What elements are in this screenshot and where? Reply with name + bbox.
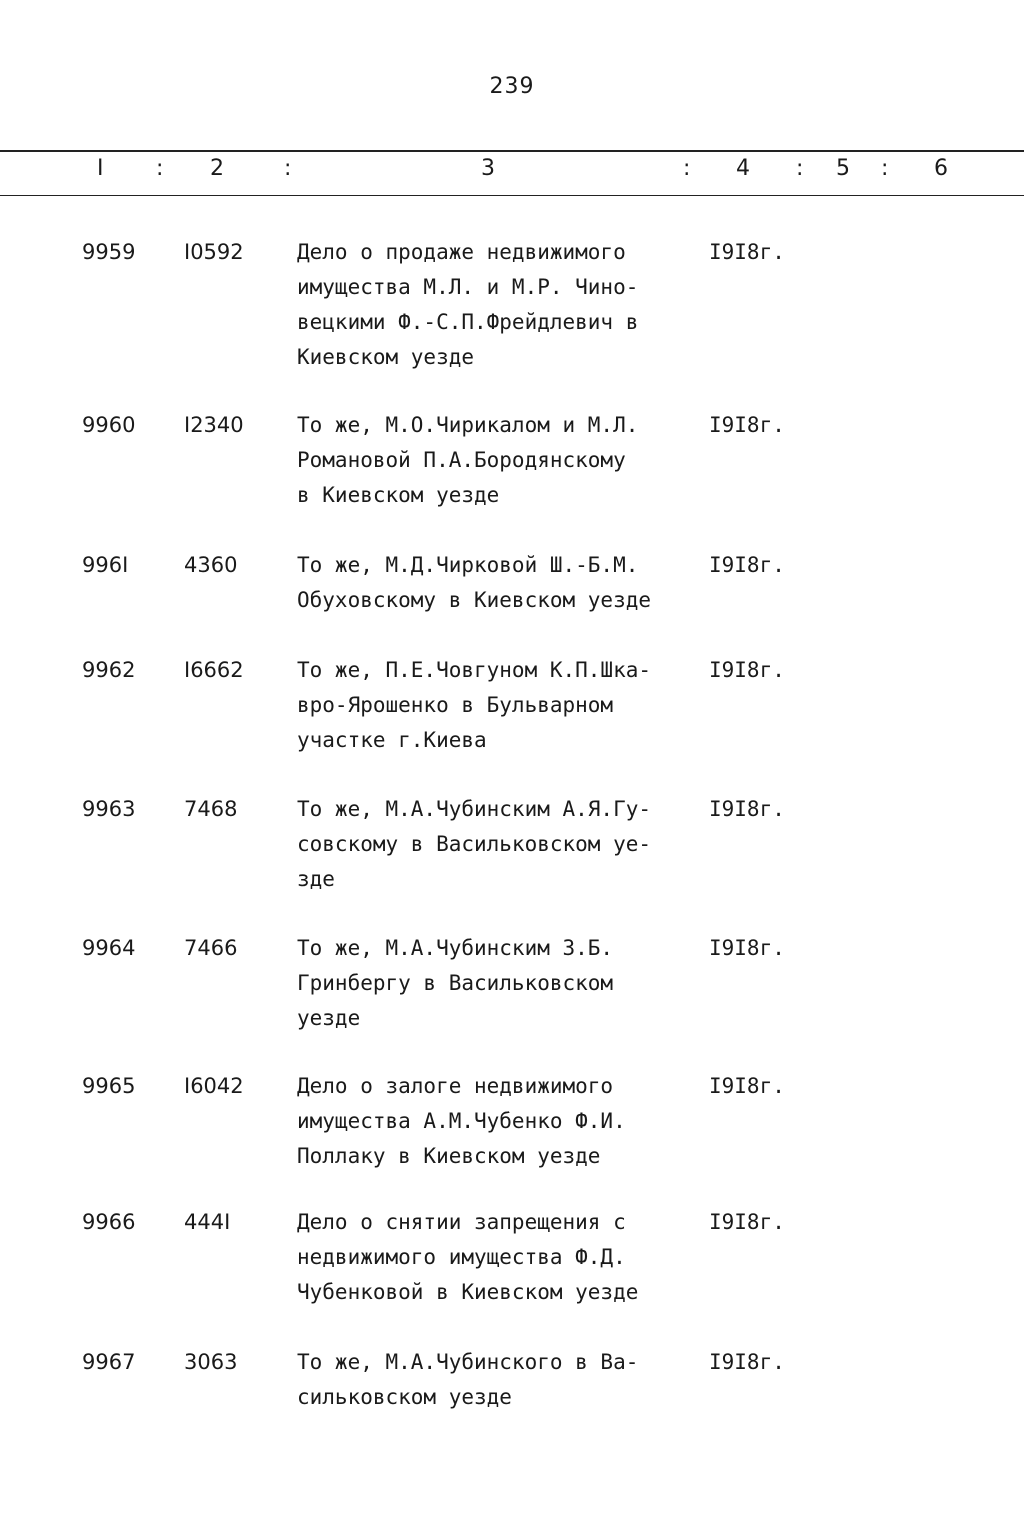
description-line: Поллаку в Киевском уезде [297,1144,601,1168]
entry-year: I9I8г. [709,658,785,682]
entry-number: 9965 [82,1074,136,1098]
description-line: Романовой П.А.Бородянскому [297,448,626,472]
description-line: участке г.Киева [297,728,487,752]
description-line: вро-Ярошенко в Бульварном [297,693,614,717]
description-line: То же, М.А.Чубинского в Ва- [297,1350,639,1374]
description-line: То же, П.Е.Човгуном К.П.Шка- [297,658,652,682]
column-separator: : [284,156,292,181]
entry-code: 7466 [184,936,238,960]
page-number: 239 [489,74,535,99]
entry-year: I9I8г. [709,936,785,960]
column-header-5: 5 [836,156,850,181]
description-line: вецкими Ф.-С.П.Фрейдлевич в [297,310,639,334]
entry-code: 4360 [184,553,238,577]
entry-number: 9963 [82,797,136,821]
entry-description [297,653,707,758]
description-line: имущества М.Л. и М.Р. Чино- [297,275,639,299]
entry-description [297,1205,707,1310]
description-line: Киевском уезде [297,345,475,369]
description-line: Чубенковой в Киевском уезде [297,1280,639,1304]
entry-code: I2340 [184,413,244,437]
entry-description [297,1069,707,1174]
column-header-3: 3 [481,156,495,181]
entry-code: 3063 [184,1350,238,1374]
description-line: зде [297,867,335,891]
header-top-rule [0,150,1024,152]
header-bottom-rule [0,195,1024,196]
column-separator: : [683,156,691,181]
description-line: Дело о продаже недвижимого [297,240,626,264]
entry-code: I0592 [184,240,244,264]
description-line: в Киевском уезде [297,483,500,507]
entry-number: 9964 [82,936,136,960]
entry-description [297,792,707,897]
description-line: Дело о залоге недвижимого [297,1074,614,1098]
column-separator: : [796,156,804,181]
entry-code: 444I [184,1210,231,1234]
entry-code: I6662 [184,658,244,682]
description-line: недвижимого имущества Ф.Д. [297,1245,626,1269]
column-header-1: I [97,156,104,181]
entry-number: 9959 [82,240,136,264]
entry-code: 7468 [184,797,238,821]
entry-description [297,548,707,618]
entry-year: I9I8г. [709,1210,785,1234]
entry-number: 996I [82,553,129,577]
description-line: Дело о снятии запрещения с [297,1210,626,1234]
description-line: То же, М.О.Чирикалом и М.Л. [297,413,639,437]
entry-year: I9I8г. [709,1074,785,1098]
entry-year: I9I8г. [709,413,785,437]
entry-number: 9960 [82,413,136,437]
column-separator: : [156,156,164,181]
description-line: Обуховскому в Киевском уезде [297,588,652,612]
description-line: имущества А.М.Чубенко Ф.И. [297,1109,626,1133]
description-line: уезде [297,1006,361,1030]
entry-year: I9I8г. [709,553,785,577]
entry-year: I9I8г. [709,797,785,821]
entry-number: 9966 [82,1210,136,1234]
entry-number: 9962 [82,658,136,682]
entry-year: I9I8г. [709,240,785,264]
column-header-6: 6 [934,156,948,181]
entry-description [297,931,707,1036]
description-line: То же, М.А.Чубинским З.Б. [297,936,614,960]
description-line: Гринбергу в Васильковском [297,971,614,995]
entry-code: I6042 [184,1074,244,1098]
entry-number: 9967 [82,1350,136,1374]
column-separator: : [881,156,889,181]
description-line: То же, М.Д.Чирковой Ш.-Б.М. [297,553,639,577]
column-header-2: 2 [210,156,224,181]
entry-year: I9I8г. [709,1350,785,1374]
entry-description [297,235,707,375]
column-header-4: 4 [736,156,750,181]
description-line: сильковском уезде [297,1385,512,1409]
entry-description [297,408,707,513]
column-header-row [0,156,1024,186]
description-line: совскому в Васильковском уе- [297,832,652,856]
entry-description [297,1345,707,1415]
description-line: То же, М.А.Чубинским А.Я.Гу- [297,797,652,821]
